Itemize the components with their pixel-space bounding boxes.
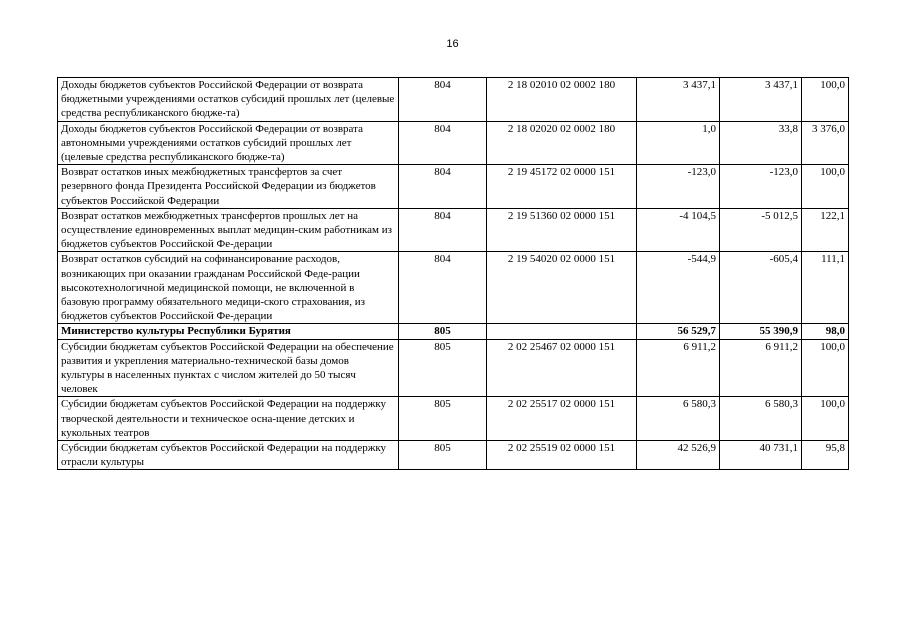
row-plan-value-cell: 56 529,7 [637, 324, 720, 339]
row-percent-cell: 111,1 [802, 252, 849, 324]
row-admin-code-cell: 805 [399, 441, 487, 470]
row-fact-value-cell: 55 390,9 [720, 324, 802, 339]
row-plan-value-cell: -123,0 [637, 165, 720, 209]
table-row [58, 339, 849, 397]
row-admin-code-cell: 805 [399, 339, 487, 397]
row-budget-code-cell: 2 18 02020 02 0002 180 [487, 121, 637, 165]
budget-table-body [58, 78, 849, 470]
row-name-cell: Субсидии бюджетам субъектов Российской Федерации на поддержку творческой деятельности и техническое осна-щение детских и кукольных театров [58, 397, 399, 441]
row-name-cell: Доходы бюджетов субъектов Российской Федерации от возврата бюджетными учреждениями остатков субсидий прошлых лет (целевые средства республиканского бюдже-та) [58, 78, 399, 122]
row-fact-value-cell: 6 911,2 [720, 339, 802, 397]
row-percent-cell: 122,1 [802, 208, 849, 252]
row-fact-value-cell: 40 731,1 [720, 441, 802, 470]
row-plan-value-cell: 42 526,9 [637, 441, 720, 470]
row-name-cell: Субсидии бюджетам субъектов Российской Федерации на поддержку отрасли культуры [58, 441, 399, 470]
row-budget-code-cell: 2 02 25517 02 0000 151 [487, 397, 637, 441]
page-number: 16 [446, 38, 459, 50]
table-row [58, 252, 849, 324]
row-percent-cell: 100,0 [802, 78, 849, 122]
row-plan-value-cell: 6 580,3 [637, 397, 720, 441]
row-percent-cell: 100,0 [802, 397, 849, 441]
row-name-cell: Возврат остатков межбюджетных трансфертов прошлых лет на осуществление единовременных выплат медицин-ским работникам из бюджетов субъектов Российской Фе-дерации [58, 208, 399, 252]
table-row [58, 324, 849, 339]
row-plan-value-cell: 1,0 [637, 121, 720, 165]
row-admin-code-cell: 804 [399, 208, 487, 252]
row-fact-value-cell: 6 580,3 [720, 397, 802, 441]
row-admin-code-cell: 804 [399, 121, 487, 165]
row-percent-cell: 95,8 [802, 441, 849, 470]
row-fact-value-cell: -605,4 [720, 252, 802, 324]
row-fact-value-cell: 33,8 [720, 121, 802, 165]
row-plan-value-cell: 6 911,2 [637, 339, 720, 397]
row-budget-code-cell [487, 324, 637, 339]
table-row [58, 397, 849, 441]
row-admin-code-cell: 804 [399, 252, 487, 324]
row-percent-cell: 100,0 [802, 339, 849, 397]
table-row [58, 78, 849, 122]
row-fact-value-cell: 3 437,1 [720, 78, 802, 122]
row-budget-code-cell: 2 02 25519 02 0000 151 [487, 441, 637, 470]
row-admin-code-cell: 804 [399, 165, 487, 209]
row-budget-code-cell: 2 02 25467 02 0000 151 [487, 339, 637, 397]
row-name-cell: Субсидии бюджетам субъектов Российской Федерации на обеспечение развития и укрепления материально-технической базы домов культуры в населенных пунктах с числом жителей до 50 тысяч человек [58, 339, 399, 397]
table-row [58, 165, 849, 209]
row-fact-value-cell: -5 012,5 [720, 208, 802, 252]
row-name-cell: Возврат остатков иных межбюджетных трансфертов за счет резервного фонда Президента Российской Федерации из бюджетов субъектов Российской Федерации [58, 165, 399, 209]
row-name-cell: Министерство культуры Республики Бурятия [58, 324, 399, 339]
row-fact-value-cell: -123,0 [720, 165, 802, 209]
row-name-cell: Возврат остатков субсидий на софинансирование расходов, возникающих при оказании гражданам Российской Феде-рации высокотехнологичной медицинской помощи, не включенной в базовую программу обязательного медици-ского страхования, из бюджетов субъектов Российской Фе-дерации [58, 252, 399, 324]
row-budget-code-cell: 2 19 51360 02 0000 151 [487, 208, 637, 252]
row-name-cell: Доходы бюджетов субъектов Российской Федерации от возврата автономными учреждениями остатков субсидий прошлых лет (целевые средства республиканского бюдже-та) [58, 121, 399, 165]
row-admin-code-cell: 805 [399, 397, 487, 441]
row-plan-value-cell: 3 437,1 [637, 78, 720, 122]
row-percent-cell: 100,0 [802, 165, 849, 209]
row-budget-code-cell: 2 19 45172 02 0000 151 [487, 165, 637, 209]
table-row [58, 208, 849, 252]
row-budget-code-cell: 2 18 02010 02 0002 180 [487, 78, 637, 122]
row-admin-code-cell: 805 [399, 324, 487, 339]
table-row [58, 121, 849, 165]
table-row [58, 441, 849, 470]
row-percent-cell: 98,0 [802, 324, 849, 339]
row-plan-value-cell: -544,9 [637, 252, 720, 324]
row-plan-value-cell: -4 104,5 [637, 208, 720, 252]
budget-table [57, 77, 849, 470]
row-budget-code-cell: 2 19 54020 02 0000 151 [487, 252, 637, 324]
row-admin-code-cell: 804 [399, 78, 487, 122]
row-percent-cell: 3 376,0 [802, 121, 849, 165]
